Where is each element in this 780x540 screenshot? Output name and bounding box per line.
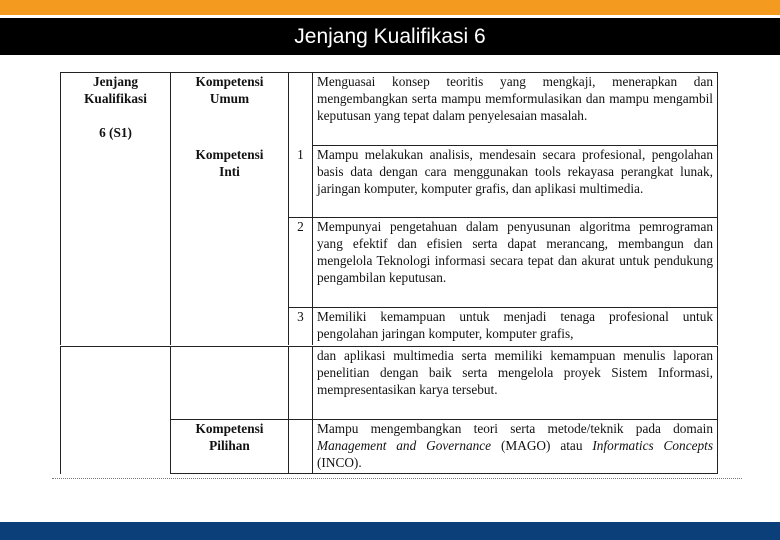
general-competency-text: Menguasai konsep teoritis yang mengkaji, menerapkan dan mengembangkan serta mampu memformulasikan dan mampu mengambil keputusan yang tepat dalam penyelesaian masalah. [313,73,718,146]
number-cell-empty [289,73,313,146]
elective-competency-text [313,419,718,473]
number-cell-cont [289,347,313,420]
elective-term-mago: Management and Governance [317,437,492,453]
core-competency-label-1: Kompetensi [195,146,264,162]
core-competency-item-3-cont: dan aplikasi multimedia serta memiliki kemampuan menulis laporan penelitian dengan baik serta mengelola proyek Sistem Informasi, mempresentasikan karya tersebut. [313,347,718,420]
core-competency-item-3: Memiliki kemampuan untuk menjadi tenaga profesional untuk pengolahan jaringan komputer, komputer grafis, [313,308,718,345]
elective-text-a: Mampu mengembangkan teori serta metode/teknik pada domain [317,420,713,436]
core-competency-item-2: Mempunyai pengetahuan dalam penyusunan algoritma pemrograman yang efektif dan efisien serta dapat merancang, membangun dan mengelola Teknologi informasi secara tepat dan akurat untuk pendukung pengambilan keputusan. [313,218,718,308]
item-number-1: 1 [289,146,313,218]
qualification-label-1: Jenjang [92,74,139,89]
competency-label-cell-cont [171,347,289,420]
qualification-label-2: Kualifikasi [84,91,147,106]
elective-competency-label-1: Kompetensi [195,420,264,436]
item-number-2: 2 [289,218,313,308]
elective-competency-label-cell [171,419,289,473]
slide-title: Jenjang Kualifikasi 6 [294,25,486,48]
competency-table-top [60,72,718,345]
elective-text-c: (INCO). [317,454,362,470]
core-competency-label-2: Inti [219,163,240,179]
elective-text-b: (MAGO) atau [491,437,593,453]
elective-term-inco: Informatics Concepts [592,437,714,453]
qualification-level: 6 (S1) [99,125,132,140]
number-cell-elective [289,419,313,473]
core-competency-item-1: Mampu melakukan analisis, mendesain secara profesional, pengolahan basis data dengan cara menggunakan tools rekayasa perangkat lunak, jaringan komputer, komputer grafis, dan aplikasi multimedia. [313,146,718,218]
general-competency-label-2: Umum [209,91,250,106]
core-competency-label-cell [171,146,289,345]
general-competency-label-1: Kompetensi [195,74,264,89]
bottom-accent-bar [0,522,780,540]
item-number-3: 3 [289,308,313,345]
qualification-level-cell-cont [61,347,171,474]
dotted-divider [52,478,742,479]
competency-table-bottom [60,346,718,474]
elective-competency-label-2: Pilihan [209,437,250,453]
qualification-level-cell [61,73,171,345]
title-bar [0,18,780,55]
general-competency-label-cell [171,73,289,146]
